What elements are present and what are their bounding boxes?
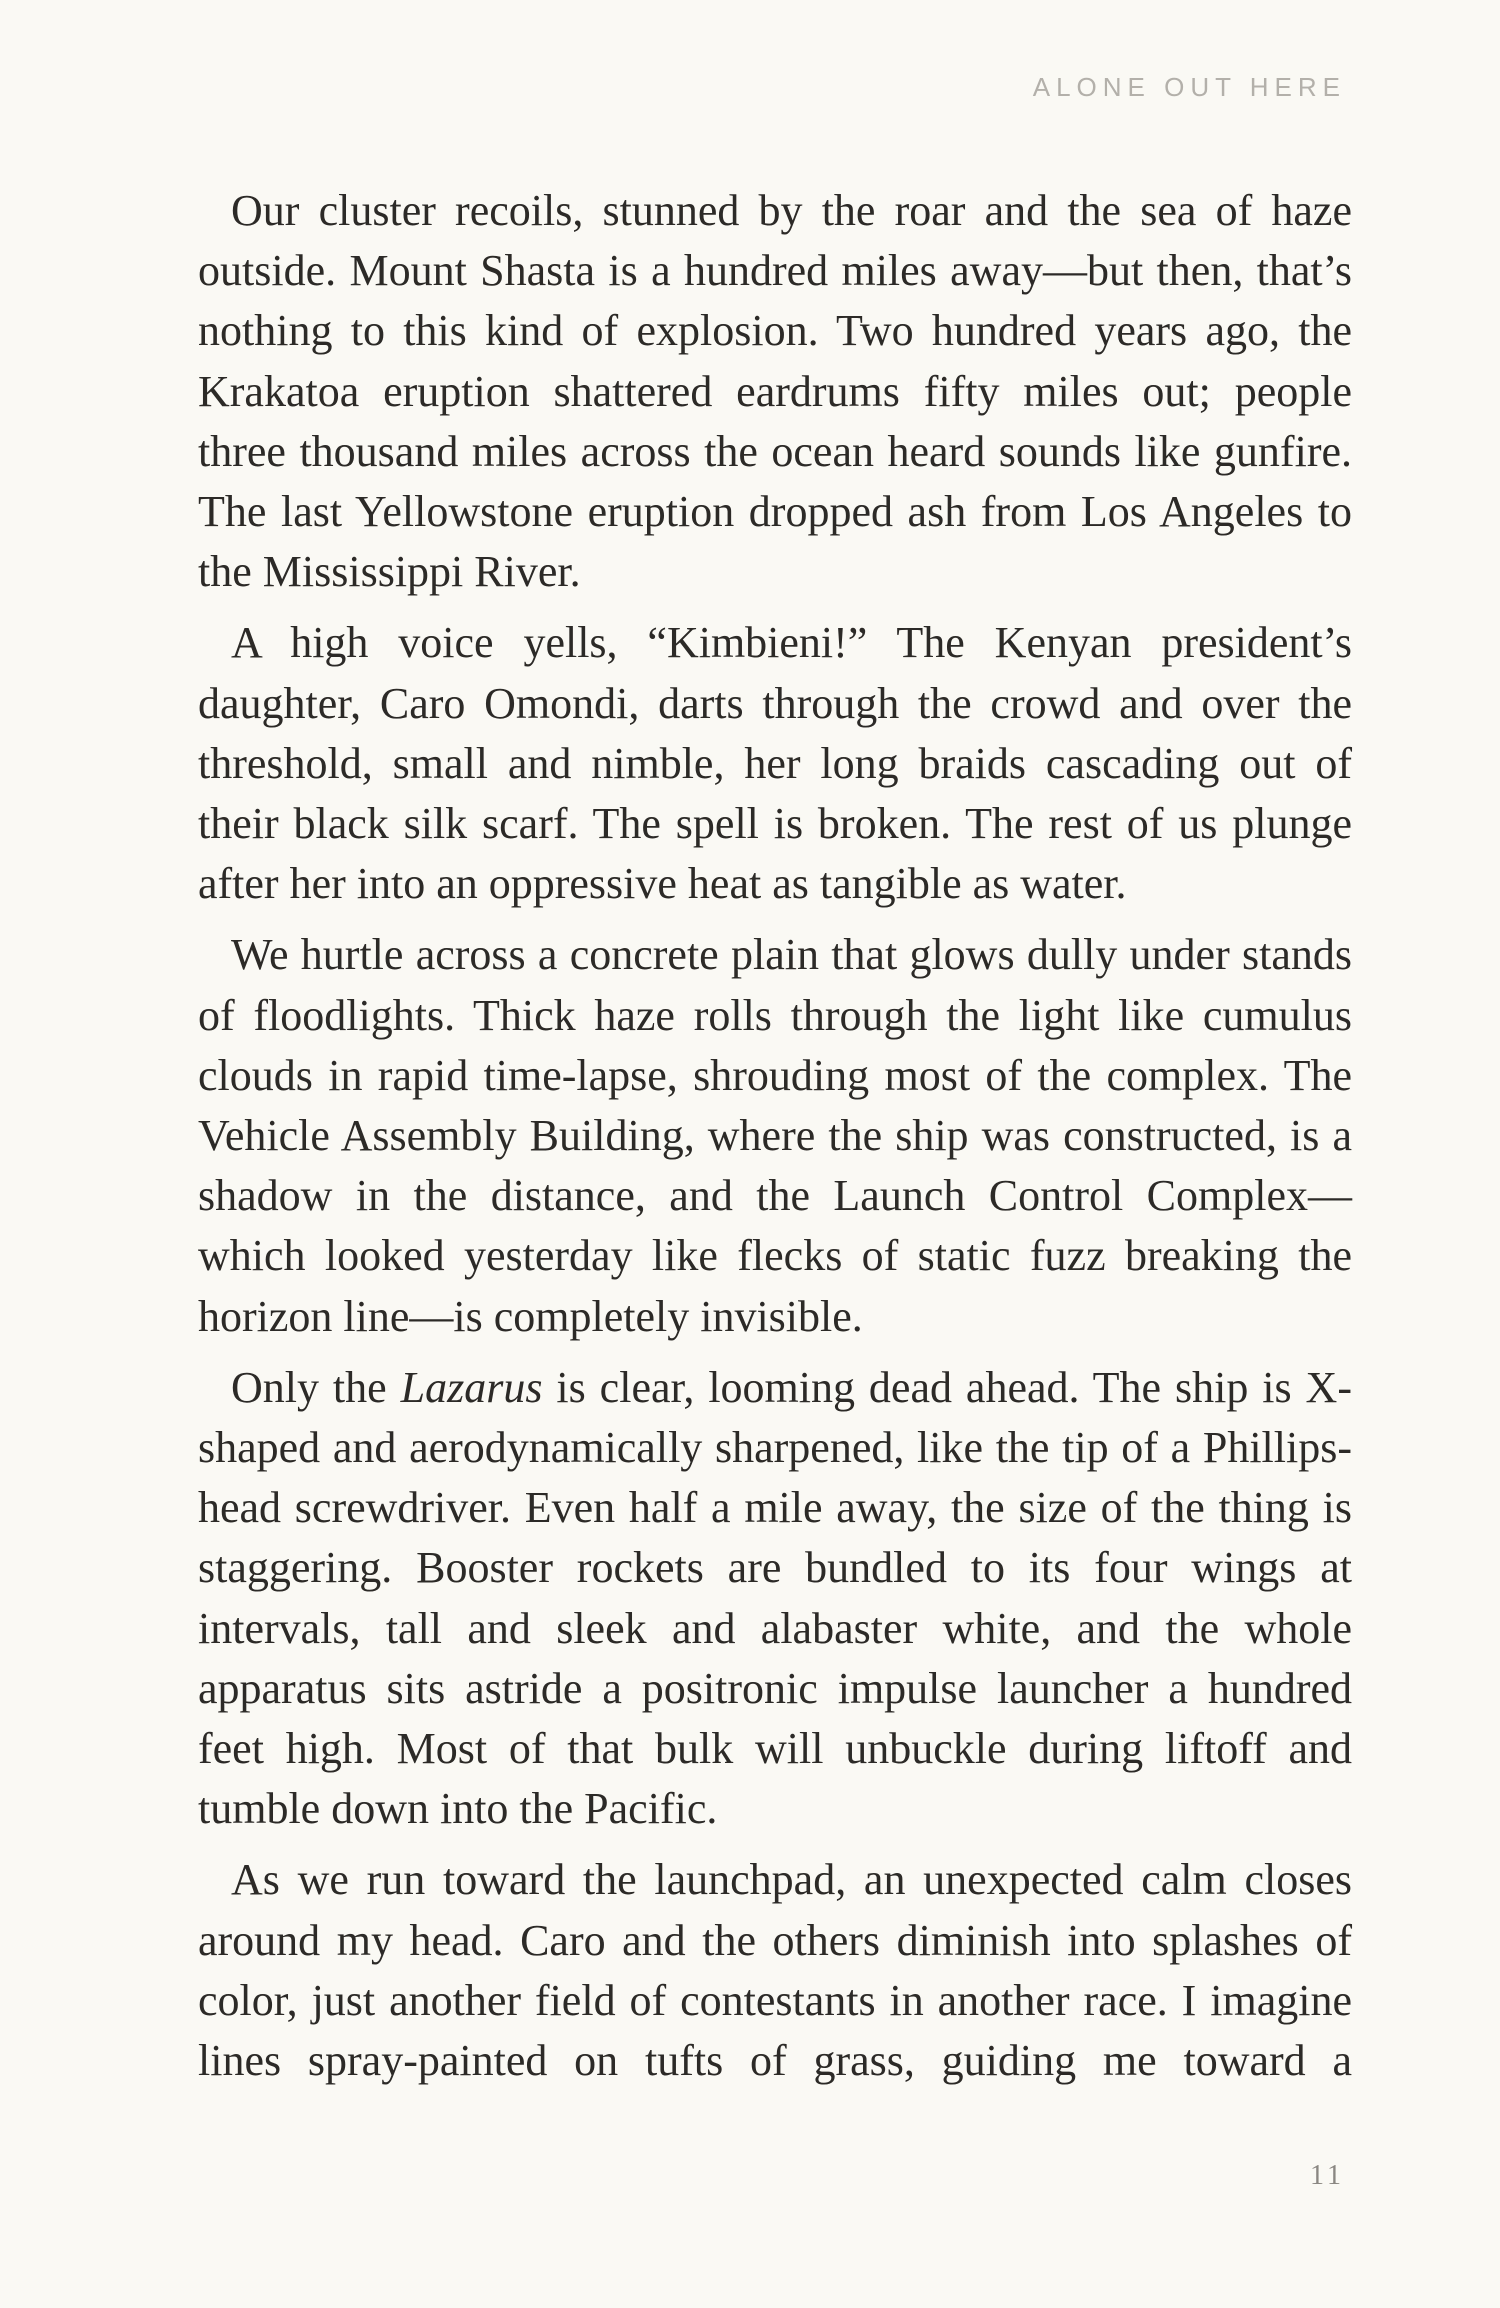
paragraph-4: [198, 1358, 1352, 1840]
body-text: [198, 181, 1352, 2091]
paragraph-1: Our cluster recoils, stunned by the roar and the sea of haze outside. Mount Shasta is a hundred miles away—but then, that’s nothing to this kind of explosion. Two hundred years ago, the Krakatoa eruption shattered eardrums fifty miles out; people three thousand miles across the ocean heard sounds like gunfire. The last Yellowstone eruption dropped ash from Los Angeles to the Mississippi River.: [198, 186, 1352, 597]
paragraph-4-start: Only the: [231, 1362, 401, 1412]
paragraph-2: A high voice yells, “Kimbieni!” The Kenyan president’s daughter, Caro Omondi, darts through the crowd and over the threshold, small and nimble, her long braids cascading out of their black silk scarf. The spell is broken. The rest of us plunge after her into an oppressive heat as tangible as water.: [198, 618, 1352, 909]
running-head: ALONE OUT HERE: [1032, 72, 1346, 102]
paragraph-4-rest: is clear, looming dead ahead. The ship is X-shaped and aerodynamically sharpened, like the tip of a Phillips-head screwdriver. Even half a mile away, the size of the thing is staggering. Booster rockets are bundled to its four wings at intervals, tall and sleek and alabaster white, and the whole apparatus sits astride a positronic impulse launcher a hundred feet high. Most of that bulk will unbuckle during liftoff and tumble down into the Pacific.: [198, 1362, 1352, 1834]
paragraph-3: We hurtle across a concrete plain that glows dully under stands of floodlights. Thick haze rolls through the light like cumulus clouds in rapid time-lapse, shrouding most of the complex. The Vehicle Assembly Building, where the ship was constructed, is a shadow in the distance, and the Launch Control Complex—which looked yesterday like flecks of static fuzz breaking the horizon line—is completely invisible.: [198, 930, 1352, 1341]
paragraph-5: As we run toward the launchpad, an unexpected calm closes around my head. Caro and the others diminish into splashes of color, just another field of contestants in another race. I imagine lines spray-painted on tufts of grass, guiding me toward a: [198, 1855, 1352, 2086]
ship-name-italic: Lazarus: [400, 1362, 543, 1412]
page-number: 11: [1310, 2160, 1345, 2191]
